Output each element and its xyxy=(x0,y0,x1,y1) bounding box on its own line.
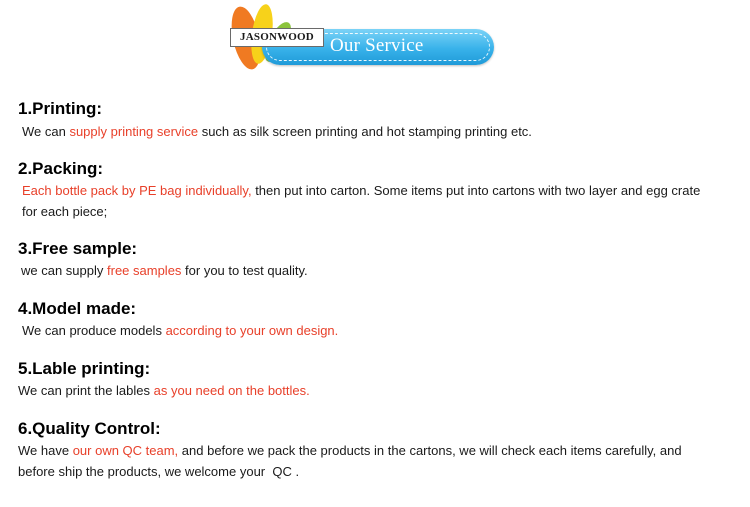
section-packing xyxy=(18,159,738,222)
section-heading: 4.Model made: xyxy=(18,299,137,318)
section-body xyxy=(18,380,738,401)
highlighted-text: our own QC team, xyxy=(72,443,179,458)
body-text-run: and before we pack the products in the cartons, we will check each items carefully, and xyxy=(178,443,682,458)
service-banner xyxy=(226,0,498,72)
section-body xyxy=(18,180,738,201)
section-free-sample xyxy=(18,239,738,281)
page-title: Our Service xyxy=(330,35,424,56)
section-quality-control xyxy=(18,419,738,482)
body-text-run: We can xyxy=(22,124,70,139)
body-text-run: for you to test quality. xyxy=(181,263,308,278)
highlighted-text: as you need on the bottles. xyxy=(153,383,310,398)
section-body xyxy=(18,320,738,341)
section-heading: 5.Lable printing: xyxy=(18,359,151,378)
brand-logo-text: JASONWOOD xyxy=(230,28,324,47)
body-text-run: we can supply xyxy=(21,263,107,278)
highlighted-text: supply printing service xyxy=(69,124,199,139)
body-text-run: then put into carton. Some items put into cartons with two layer and egg crate xyxy=(251,183,701,198)
section-body-line-2: before ship the products, we welcome your QC . xyxy=(18,464,300,479)
section-body xyxy=(18,121,738,142)
body-text-run: We can print the lables xyxy=(18,383,154,398)
section-body xyxy=(18,260,738,281)
body-text-run: We have xyxy=(18,443,73,458)
highlighted-text: Each bottle pack by PE bag individually, xyxy=(22,183,252,198)
section-heading: 6.Quality Control: xyxy=(18,419,161,438)
body-text-run: We can produce models xyxy=(22,323,166,338)
section-heading: 2.Packing: xyxy=(18,159,104,178)
section-body xyxy=(18,440,738,461)
section-model-made xyxy=(18,299,738,341)
section-body-line-2: for each piece; xyxy=(22,204,108,219)
section-heading: 1.Printing: xyxy=(18,99,103,118)
body-text-run: such as silk screen printing and hot stamping printing etc. xyxy=(198,124,532,139)
highlighted-text: free samples xyxy=(107,263,182,278)
section-heading: 3.Free sample: xyxy=(18,239,138,258)
highlighted-text: according to your own design. xyxy=(165,323,339,338)
section-label-printing xyxy=(18,359,738,401)
section-printing xyxy=(18,99,738,142)
